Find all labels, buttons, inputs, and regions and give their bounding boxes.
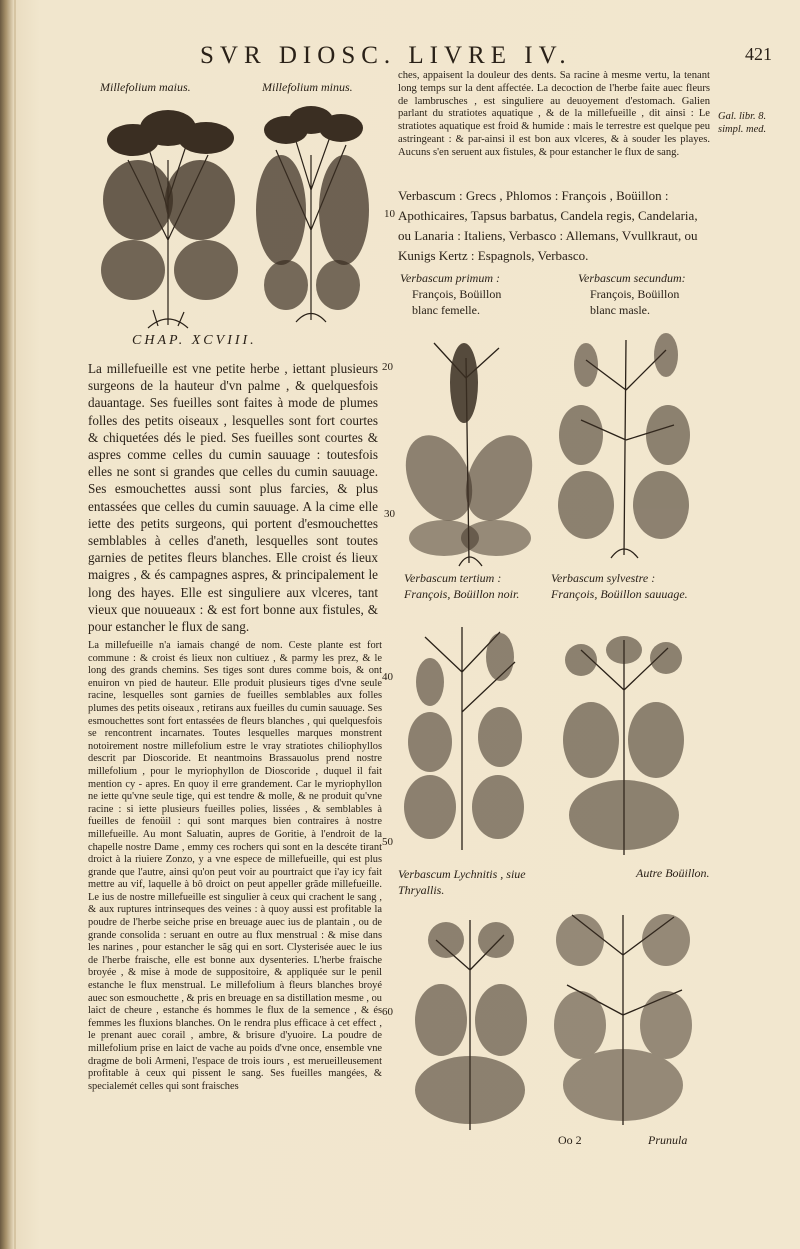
paragraph-top-right: ches, appaisent la douleur des dents. Sa racine à mesme vertu, la tenant long temps sur la dent affectée. La decoction de l'herbe faite auec fleurs de lambrusches , est singuliere au deuoyement d'estomach. Galien parlant du stratiotes aquatique , & de la millefueille , dit ainsi : Le stratiotes aquatique est froid & humide : mais le terrestre est quelque peu astringeant : & par-ainsi il est bon aux vlceres, & à souder les playes. Aucuns s'en seruent aux fistules, & pour estancher le flux de sang.	[398, 70, 710, 158]
signature-mark: Oo 2	[558, 1133, 582, 1147]
line-number-20: 20	[382, 361, 393, 373]
caption-verbascum-primum-latin: Verbascum primum :	[400, 271, 500, 285]
woodcut-verbascum-lychnitis	[406, 910, 534, 1135]
caption-verbascum-tertium-latin: Verbascum tertium :	[404, 571, 502, 585]
chapter-text: La millefueille est vne petite herbe , iettant plusieurs surgeons de la hauteur d'vn palme , & quelquesfois dauantage. Ses fueilles sont faites à mode de plumes folles des petits oiseaux , lesquelles sont fort courtes & chiquetées dés le pied. Ses fueilles sont courtes & aspres comme celles du cumin sauuage : toutesfois elles ne sont si grandes que celles du cumin sauuage. Ses esmouchettes aussi sont plus farcies, & plus entassées que celles du cumin sauuage. A la cime elle iette des petits surgeons, qui portent d'esmouchettes semblables à celles d'aneth, lesquelles sont toutes garnies de petites fleurs blanches. Elle croist és lieux maigres , & és campagnes aspres, & principalement le long des hayes. Elle est singuliere aux vlceres, tant vieux que nouueaux : & est fort bonne aux fistules, & pour estancher le flux de sang.	[88, 361, 378, 635]
verbascum-names: Verbascum : Grecs , Phlomos : François , Boüillon : Apothicaires, Tapsus barbatus, Candela regis, Candelaria, ou Lanaria : Italiens, Verbasco : Allemans, Vvullkraut, ou Kunigs Kertz : Espagnols, Verbasco.	[398, 188, 698, 263]
caption-verbascum-secundum	[578, 270, 708, 318]
binding-gutter	[14, 0, 16, 1249]
page-number: 421	[745, 44, 772, 64]
chapter-heading: CHAP. XCVIII.	[132, 333, 257, 348]
woodcut-verbascum-secundum	[556, 330, 691, 560]
line-number-30: 30	[384, 508, 395, 520]
woodcut-millefolium-minus	[246, 100, 381, 325]
running-title: SVR DIOSC. LIVRE IV.	[200, 42, 572, 69]
line-number-60: 60	[382, 1006, 393, 1018]
caption-verbascum-secundum-latin: Verbascum secundum:	[578, 271, 686, 285]
woodcut-verbascum-tertium	[400, 622, 535, 854]
woodcut-verbascum-primum	[404, 338, 534, 568]
caption-verbascum-tertium	[404, 570, 544, 602]
caption-verbascum-primum	[400, 270, 530, 318]
caption-millefolium-minus: Millefolium minus.	[262, 80, 353, 94]
caption-millefolium-maius: Millefolium maius.	[100, 80, 191, 94]
woodcut-millefolium-maius	[88, 100, 248, 330]
woodcut-verbascum-sylvestre	[556, 630, 691, 858]
woodcut-autre-bouillon	[552, 905, 694, 1130]
side-note-galen: Gal. libr. 8. simpl. med.	[718, 111, 767, 135]
line-number-10: 10	[384, 208, 395, 220]
line-number-40: 40	[382, 671, 393, 683]
commentary-text: La millefueille n'a iamais changé de nom. Ceste plante est fort commune : & croist és lieux non cultiuez , & parmy les prez, & le long des grands chemins. Ses tiges sont dures comme bois, & ont enuiron vn pied de hauteur. Elle produit plusieurs tiges d'vne seule racine, lesquelles sont garnies de fueilles semblables aux folles plumes des petits oiseaux , retirans aux fueilles du cumin sauuage. Ses esmouchettes sont fort entassées de fleurs blanches , qui quelquesfois se rencontrent incarnates. Toutes lesquelles marques monstrent notoirement nostre millefolium estre le vray stratiotes chiliophyllos descrit par Dioscoride. Et neantmoins Brassauolus prend nostre millefolium , pour le myriophyllon de Dioscoride , duquel il fait mention cy - apres. En quoy il erre grandement. Car le myriophyllon ne iette qu'vne seule tige, qui est tendre & molle, & ne produit qu'vne racine : si iette plusieurs fueilles polies, lissées , & semblables à fueilles de fenoüil : qui sont marques bien contraires à nostre millefueille. Au mont Saluatin, aupres de Goritie, à l'endroit de la chapelle nostre Dame , emmy ces rochers qui sont en la descéte tirant droict à la riuiere Zonzo, y a vne espece de millefueille, qui est plus grande que l'autre, ainsi qu'on peut voir au pourtraict que i'ay icy fait mettre au vif, laquelle à bô droict on peut appeller grãde millefueille. Le ius de nostre millefueille est singulier à ceux qui crachent le sang , & aux ruptures intrinseques des veines : à quoy aussi est profitable la poudre de l'herbe seiche prise en breuage auec ius de plantain , ou de grande consolida : seruant en outre au flux menstrual : & mise dans les narines , pour estancher le sãg qui en sort. Clysterisée auec le ius de l'herbe fraische, elle est bonne aux dysenteries. L'herbe fraische broyée , & mise à mode de suppositoire, & appliquée sur le penil estanche le flux menstrual. Le millefolium à fleurs blanches broyé auec son esmouchette , & pris en breuage en sa distillation mesme , ou laict de cheure , estanche és hommes le flux de la semence , & és femmes les fluxions blanches. On le rendra plus efficace à cet effect , le prenant auec corail , ambre, & brisure d'yuoire. La poudre de millefolium prise en laict de vache au poids d'vne once, ensemble vne dragme de boli Armeni, l'espace de trois iours , est merueilleusement profitable à ceux qui pissent le sang. Ses fueilles mangées, & specialemét celles qui sont fraisches	[88, 640, 382, 1092]
caption-verbascum-sylvestre: Verbascum sylvestre : François, Boüillon sauuage.	[551, 571, 688, 601]
caption-verbascum-secundum-french: François, Boüillon blanc masle.	[590, 287, 680, 317]
line-number-50: 50	[382, 836, 393, 848]
caption-verbascum-lychnitis: Verbascum Lychnitis , siue Thryallis.	[398, 867, 526, 897]
caption-autre-bouillon: Autre Boüillon.	[636, 866, 710, 880]
caption-verbascum-tertium-french: François, Boüillon noir.	[404, 587, 520, 601]
catchword: Prunula	[648, 1133, 688, 1147]
caption-verbascum-primum-french: François, Boüillon blanc femelle.	[412, 287, 502, 317]
